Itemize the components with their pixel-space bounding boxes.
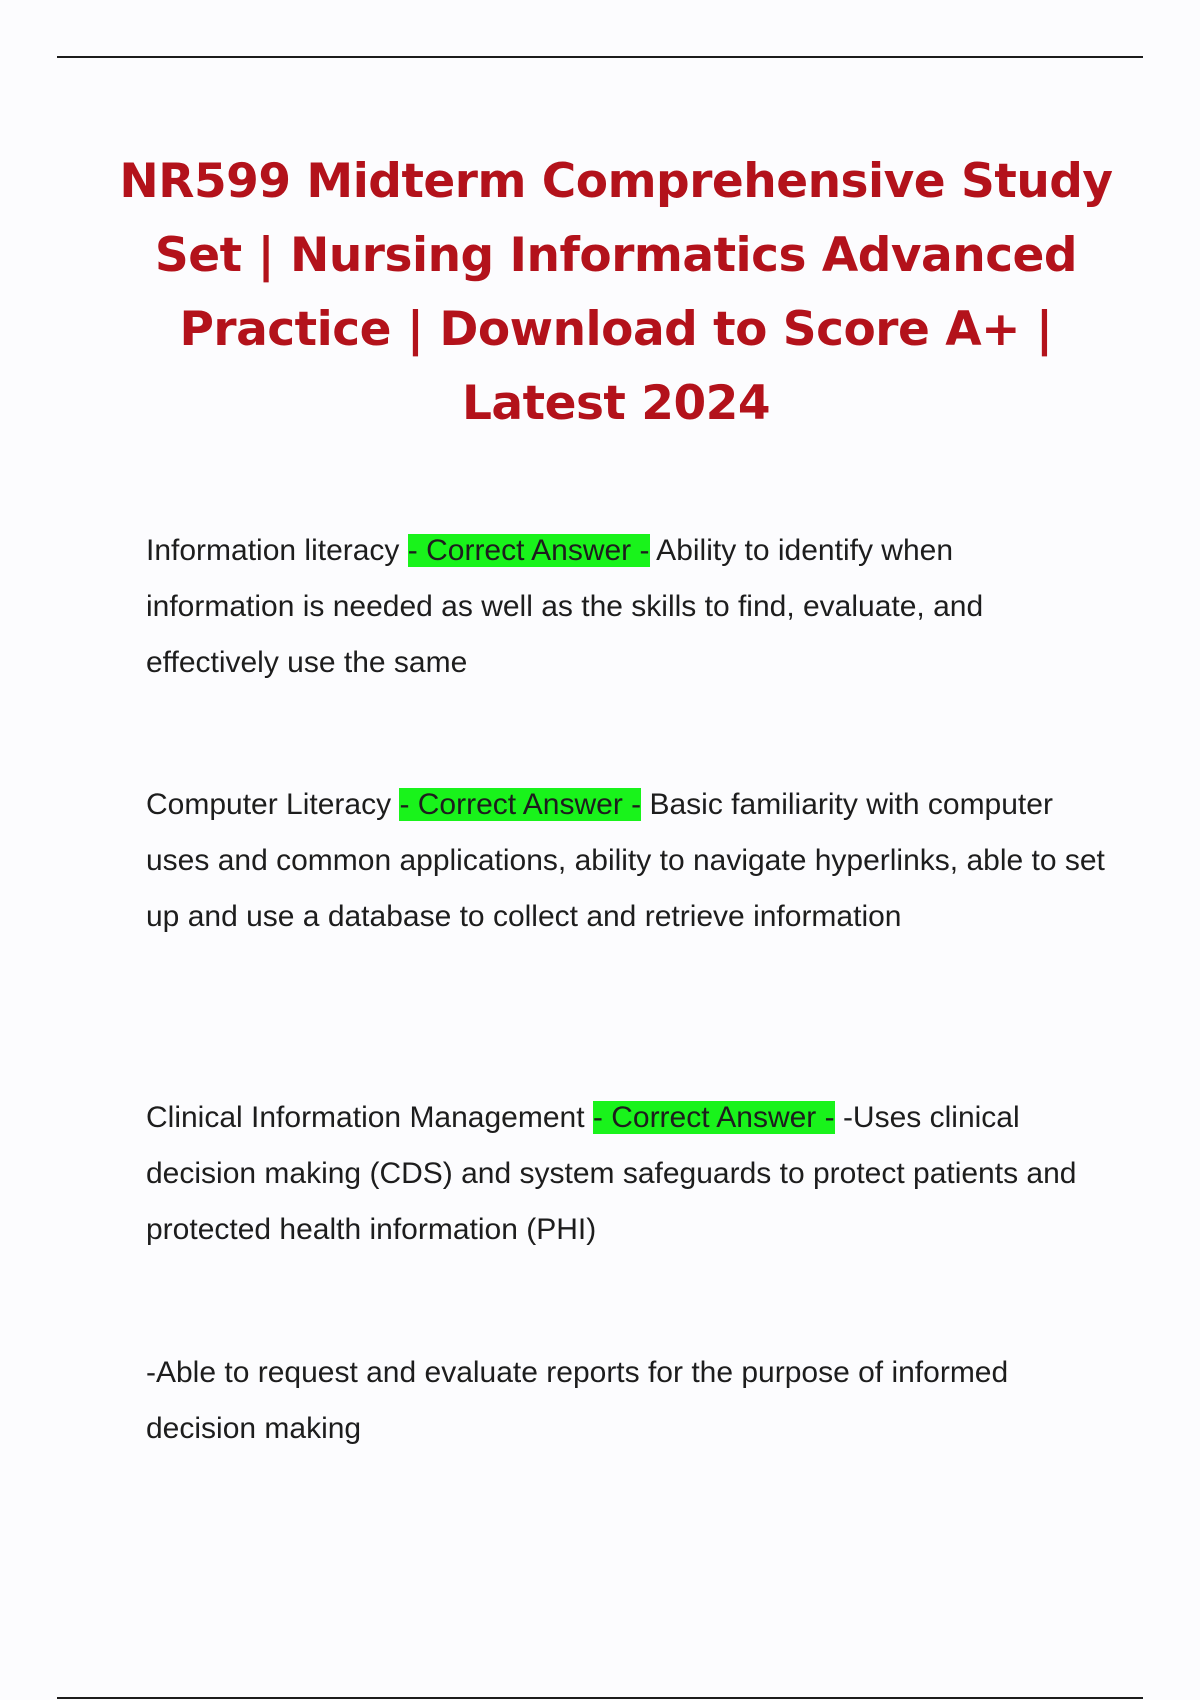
qa-entry-clinical-information-management (146, 1090, 1106, 1258)
correct-answer-marker: - Correct Answer - (407, 534, 650, 567)
definition: Basic familiarity with computer uses and common applications, ability to navigate hyperlinks, able to set up and use a database to collect and retrieve information (146, 788, 1105, 933)
qa-entry-computer-literacy (146, 777, 1106, 945)
definition: Ability to identify when information is needed as well as the skills to find, evaluate, and effectively use the same (146, 534, 984, 679)
term: Clinical Information Management (146, 1101, 593, 1134)
qa-entry-information-literacy (146, 523, 1106, 691)
term: Information literacy (146, 534, 408, 567)
term: Computer Literacy (146, 788, 400, 821)
top-divider (57, 56, 1143, 58)
document-title: NR599 Midterm Comprehensive Study Set | Nursing Informatics Advanced Practice | Download to Score A+ | Latest 2024 (119, 154, 1113, 431)
bottom-divider (57, 1697, 1143, 1699)
correct-answer-marker: - Correct Answer - (592, 1101, 835, 1134)
definition: -Uses clinical decision making (CDS) and system safeguards to protect patients and protected health information (PHI) (146, 1101, 1077, 1246)
correct-answer-marker: - Correct Answer - (399, 788, 642, 821)
definition-continuation: -Able to request and evaluate reports for the purpose of informed decision making (146, 1356, 1009, 1445)
